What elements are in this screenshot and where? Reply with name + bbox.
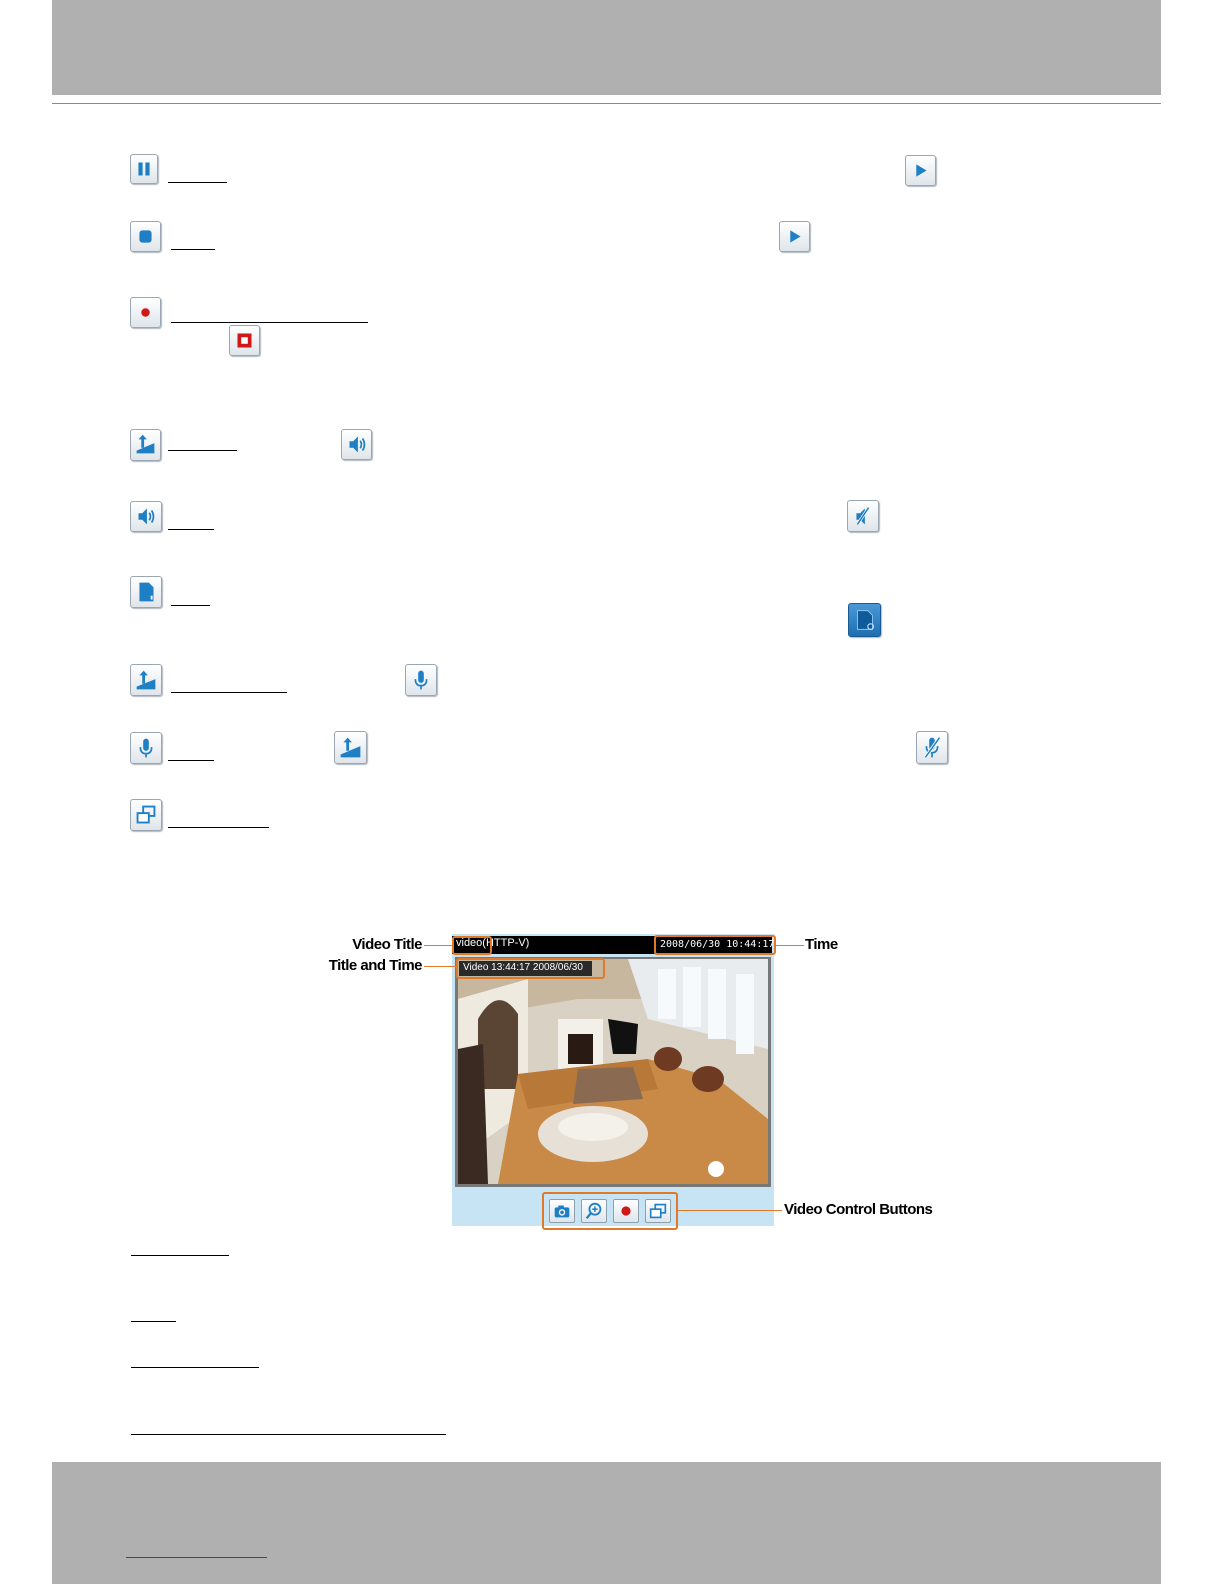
microphone-mute-icon <box>917 732 947 763</box>
caption-video-title: Video Title <box>352 936 422 953</box>
caption-video-control-buttons: Video Control Buttons <box>784 1201 933 1218</box>
video-title-highlight <box>452 936 492 955</box>
full-screen-icon <box>131 800 161 830</box>
page-active-button[interactable] <box>848 603 881 637</box>
microphone-button[interactable] <box>130 732 162 764</box>
talk-icon <box>335 732 366 763</box>
play-icon <box>906 156 935 185</box>
stop-recording-icon <box>230 326 259 355</box>
leader-video-control-buttons <box>678 1210 782 1211</box>
speaker-button[interactable] <box>130 501 162 532</box>
page-icon <box>131 577 161 607</box>
talk-label-underline <box>168 450 237 451</box>
leader-video-title <box>424 945 454 946</box>
pause-button[interactable] <box>130 154 158 184</box>
full-screen-button[interactable] <box>645 1199 671 1223</box>
talk-icon <box>131 430 160 460</box>
full-screen-button[interactable] <box>130 799 162 831</box>
speaker-icon <box>131 502 161 531</box>
talk-button[interactable] <box>130 664 162 696</box>
snapshot-button[interactable] <box>549 1199 575 1223</box>
caption-title-and-time: Title and Time <box>328 957 422 974</box>
video-control-buttons-term-underline <box>131 1434 446 1435</box>
page-active-icon <box>849 604 880 636</box>
microphone-icon <box>131 733 161 763</box>
time-highlight <box>654 935 776 955</box>
mute-button[interactable] <box>847 500 879 532</box>
record-icon <box>614 1200 638 1222</box>
play-icon <box>780 222 809 251</box>
stop-button[interactable] <box>130 221 161 252</box>
talk-button[interactable] <box>334 731 367 764</box>
stop-recording-button[interactable] <box>229 325 260 356</box>
full-screen-icon <box>646 1200 670 1222</box>
stop-icon <box>131 222 160 251</box>
pause-icon <box>131 155 157 183</box>
record-button[interactable] <box>130 297 161 328</box>
header-rule <box>52 103 1161 104</box>
footer-band <box>52 1462 1161 1584</box>
zoom-button[interactable] <box>581 1199 607 1223</box>
page-button[interactable] <box>130 576 162 608</box>
speaker-label-underline <box>168 529 214 530</box>
speaker-button[interactable] <box>341 429 372 460</box>
pause-label-underline <box>168 182 227 183</box>
record-icon <box>131 298 160 327</box>
record-label-underline <box>171 322 368 323</box>
stop-label-underline <box>171 249 215 250</box>
microphone-icon <box>406 665 436 695</box>
zoom-icon <box>582 1200 606 1222</box>
microphone-label-underline <box>168 760 214 761</box>
caption-time: Time <box>805 936 838 953</box>
leader-title-and-time <box>424 966 458 967</box>
living-room-video-image <box>458 959 768 1184</box>
speaker-icon <box>342 430 371 459</box>
talk-icon <box>131 665 161 695</box>
time-term-underline <box>131 1321 176 1322</box>
leader-time <box>776 945 804 946</box>
title-and-time-overlay-text: Video 13:44:17 2008/06/30 <box>463 962 583 973</box>
record-button[interactable] <box>613 1199 639 1223</box>
page-label-underline <box>171 605 210 606</box>
mute-icon <box>848 501 878 531</box>
camera-icon <box>550 1200 574 1222</box>
play-button[interactable] <box>779 221 810 252</box>
play-button[interactable] <box>905 155 936 186</box>
title-and-time-term-underline <box>131 1367 259 1368</box>
talk-mode-label-underline <box>171 692 287 693</box>
microphone-mute-button[interactable] <box>916 731 948 764</box>
video-title-text: video(HTTP-V) <box>456 937 530 949</box>
talk-button[interactable] <box>130 429 161 461</box>
footer-link-underline[interactable] <box>126 1557 267 1558</box>
video-time-text: 2008/06/30 10:44:17 <box>660 939 775 950</box>
full-screen-label-underline <box>168 827 269 828</box>
header-band <box>52 0 1161 95</box>
microphone-button[interactable] <box>405 664 437 696</box>
title-and-time-highlight <box>456 958 605 979</box>
video-title-term-underline <box>131 1255 229 1256</box>
